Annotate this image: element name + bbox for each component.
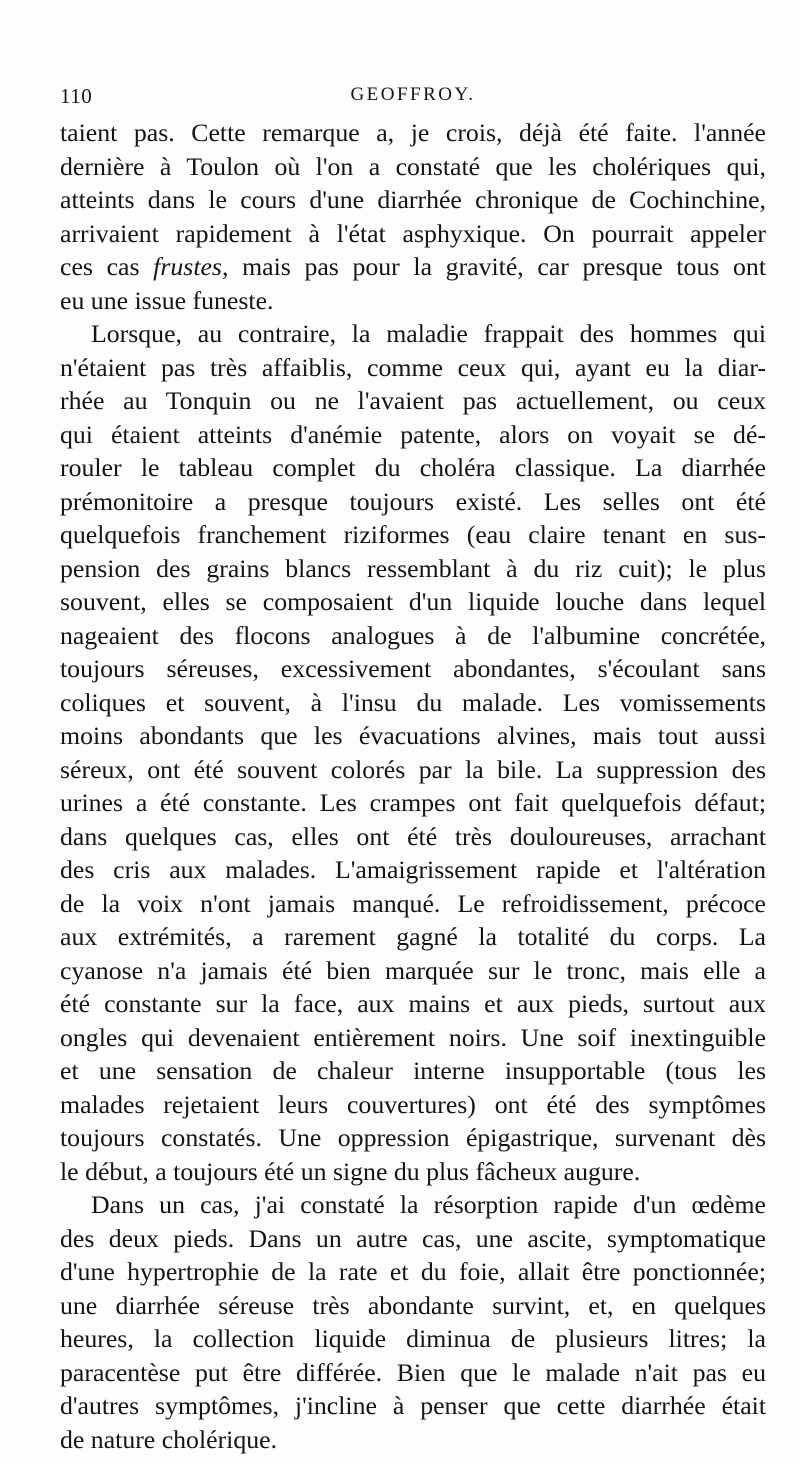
text-line: heures, la collection liquide diminua de plusieurs litres; la <box>60 1324 766 1353</box>
page-number: 110 <box>60 84 93 108</box>
text-line: aux extrémités, a rarement gagné la totalité du corps. La <box>60 922 766 951</box>
running-head <box>60 84 766 114</box>
text-line: moins abondants que les évacuations alvines, mais tout aussi <box>60 721 766 750</box>
text-line: malades rejetaient leurs couvertures) ont été des symptômes <box>60 1089 766 1119</box>
text-line: séreux, ont été souvent colorés par la bile. La suppression des <box>60 754 766 784</box>
text-line: toujours séreuses, excessivement abondantes, s'écoulant sans <box>60 654 766 683</box>
text-line: nageaient des flocons analogues à de l'albumine concrétée, <box>60 620 766 650</box>
text-line: urines a été constante. Les crampes ont fait quelquefois défaut; <box>60 788 766 817</box>
text-line: dernière à Toulon où l'on a constaté que les cholériques qui, <box>60 151 766 181</box>
text-line: des deux pieds. Dans un autre cas, une ascite, symptomatique <box>60 1223 766 1253</box>
paragraph-last-line: de nature cholérique. <box>60 1424 278 1454</box>
text-line: été constante sur la face, aux mains et aux pieds, surtout aux <box>60 989 766 1018</box>
body-text <box>60 116 766 1456</box>
text-line: arrivaient rapidement à l'état asphyxique. On pourrait appeler <box>60 218 766 248</box>
text-line: souvent, elles se composaient d'un liquide louche dans lequel <box>60 587 766 616</box>
text-line: paracentèse put être différée. Bien que le malade n'ait pas eu <box>60 1357 766 1387</box>
text-segment: , mais pas pour la gravité, car presque tous ont <box>221 252 766 281</box>
text-segment: ces cas <box>60 252 154 281</box>
paragraph-first-line: Lorsque, au contraire, la maladie frappait des hommes qui <box>91 319 766 348</box>
text-line: d'une hypertrophie de la rate et du foie, allait être ponctionnée; <box>60 1257 766 1286</box>
text-line: qui étaient atteints d'anémie patente, alors on voyait se dé- <box>60 419 766 449</box>
text-line: pension des grains blancs ressemblant à du riz cuit); le plus <box>60 553 766 583</box>
text-line: atteints dans le cours d'une diarrhée chronique de Cochinchine, <box>60 185 766 214</box>
text-line <box>60 250 766 284</box>
text-line: quelquefois franchement riziformes (eau claire tenant en sus- <box>60 520 766 549</box>
text-line: coliques et souvent, à l'insu du malade. Les vomissements <box>60 687 766 717</box>
text-line: de la voix n'ont jamais manqué. Le refroidissement, précoce <box>60 888 766 918</box>
text-line: rouler le tableau complet du choléra classique. La diarrhée <box>60 453 766 482</box>
paragraph-last-line: eu une issue funeste. <box>60 285 274 315</box>
text-line: toujours constatés. Une oppression épigastrique, survenant dès <box>60 1123 766 1152</box>
text-line: une diarrhée séreuse très abondante survint, et, en quelques <box>60 1290 766 1320</box>
text-line: ongles qui devenaient entièrement noirs. Une soif inextinguible <box>60 1022 766 1052</box>
text-line: des cris aux malades. L'amaigrissement rapide et l'altération <box>60 855 766 884</box>
text-line: rhée au Tonquin ou ne l'avaient pas actuellement, ou ceux <box>60 386 766 415</box>
paragraph-first-line: Dans un cas, j'ai constaté la résorption rapide d'un œdème <box>91 1190 766 1219</box>
text-line: taient pas. Cette remarque a, je crois, déjà été faite. l'année <box>60 118 766 147</box>
text-line: cyanose n'a jamais été bien marquée sur le tronc, mais elle a <box>60 955 766 985</box>
running-title: GEOFFROY. <box>350 84 476 105</box>
text-line: prémonitoire a presque toujours existé. Les selles ont été <box>60 486 766 516</box>
text-line: et une sensation de chaleur interne insupportable (tous les <box>60 1056 766 1085</box>
text-line: dans quelques cas, elles ont été très douloureuses, arrachant <box>60 821 766 851</box>
italic-term: frustes <box>153 252 222 281</box>
text-line: d'autres symptômes, j'incline à penser que cette diarrhée était <box>60 1391 766 1420</box>
paragraph-last-line: le début, a toujours été un signe du plus fâcheux augure. <box>60 1156 641 1186</box>
text-line: n'étaient pas très affaiblis, comme ceux qui, ayant eu la diar- <box>60 352 766 382</box>
